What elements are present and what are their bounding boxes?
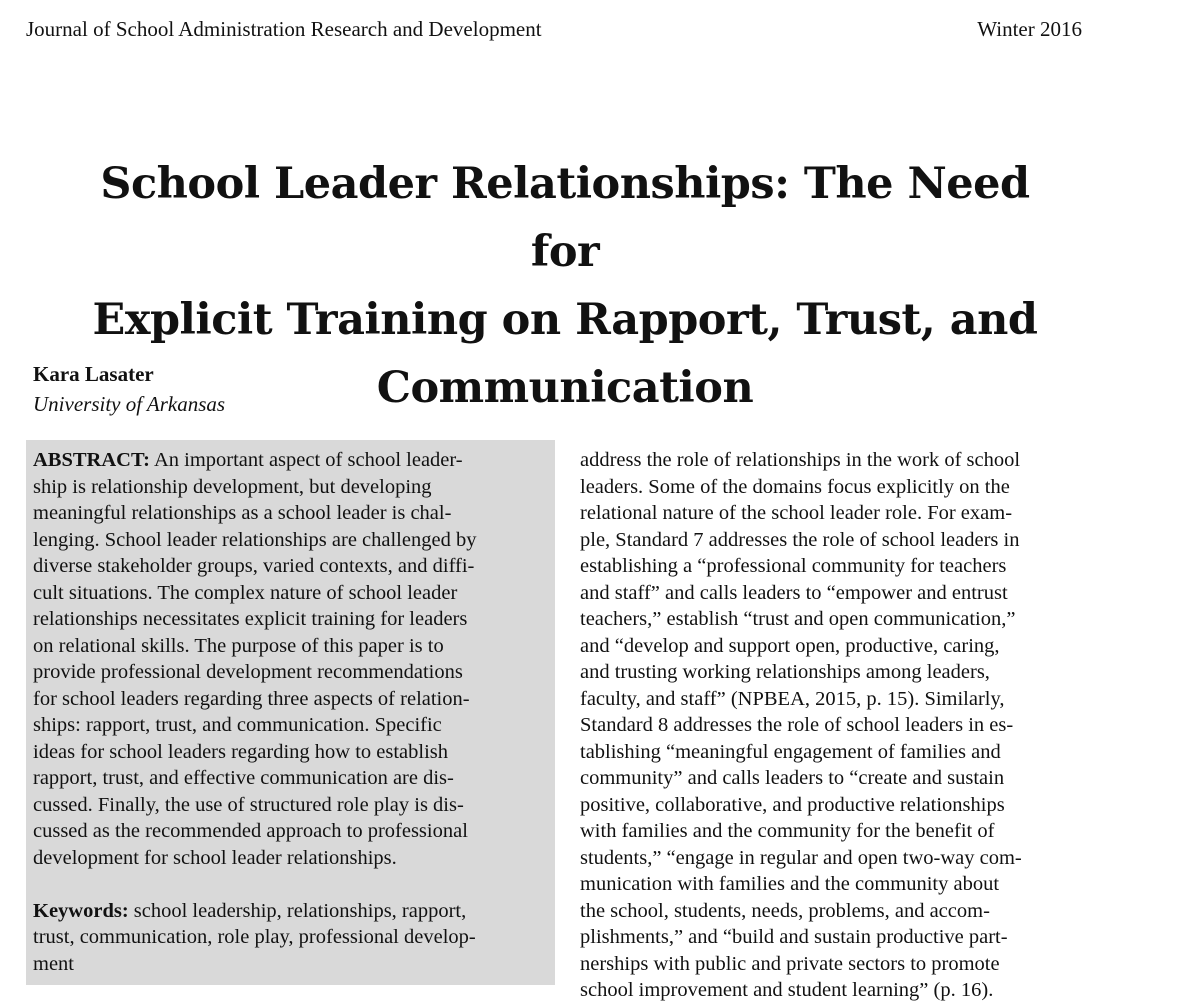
abstract-line: provide professional development recommendations: [33, 661, 463, 683]
body-line: the school, students, needs, problems, and accom-: [580, 899, 990, 922]
title-line-3: Communication: [376, 363, 754, 413]
body-line: community” and calls leaders to “create and sustain: [580, 767, 1005, 789]
body-line: address the role of relationships in the work of school: [580, 449, 1021, 471]
abstract-line: development for school leader relationships.: [33, 846, 397, 869]
abstract-line: ship is relationship development, but developing: [33, 475, 432, 498]
keywords-paragraph: [33, 898, 548, 978]
keywords-line: trust, communication, role play, professional develop-: [33, 926, 476, 948]
abstract-line: meaningful relationships as a school leader is chal-: [33, 502, 452, 524]
abstract-paragraph: [33, 447, 548, 871]
abstract-line: cult situations. The complex nature of school leader: [33, 581, 458, 604]
body-line: leaders. Some of the domains focus explicitly on the: [580, 475, 1010, 498]
body-line: and trusting working relationships among leaders,: [580, 661, 990, 683]
body-line: plishments,” and “build and sustain productive part-: [580, 926, 1008, 948]
abstract-line: cussed. Finally, the use of structured role play is dis-: [33, 793, 464, 816]
title-line-1: School Leader Relationships: The Need for: [100, 159, 1030, 277]
abstract-line: cussed as the recommended approach to professional: [33, 820, 468, 842]
abstract-line: diverse stakeholder groups, varied contexts, and diffi-: [33, 555, 475, 577]
keywords-line: ment: [33, 952, 74, 975]
abstract-line: for school leaders regarding three aspects of relation-: [33, 687, 470, 710]
title-line-2: Explicit Training on Rapport, Trust, and: [92, 295, 1038, 345]
keywords-label: Keywords:: [33, 899, 129, 922]
abstract-line: relationships necessitates explicit training for leaders: [33, 608, 468, 630]
author-name: Kara Lasater: [33, 362, 154, 386]
body-line: establishing a “professional community for teachers: [580, 555, 1007, 577]
body-line: students,” “engage in regular and open two-way com-: [580, 846, 1022, 869]
body-line: faculty, and staff” (NPBEA, 2015, p. 15). Similarly,: [580, 687, 1005, 710]
body-line: and staff” and calls leaders to “empower and entrust: [580, 581, 1008, 604]
abstract-line: [33, 447, 548, 474]
journal-name: Journal of School Administration Research and Development: [26, 17, 542, 41]
body-line: teachers,” establish “trust and open communication,”: [580, 608, 1016, 630]
running-header: [26, 14, 1082, 44]
body-line: munication with families and the community about: [580, 873, 1000, 895]
body-line: tablishing “meaningful engagement of families and: [580, 740, 1001, 763]
body-column-right: [580, 447, 1180, 1004]
body-line: school improvement and student learning” (p. 16).: [580, 979, 994, 1001]
abstract-line: ideas for school leaders regarding how to establish: [33, 740, 449, 763]
article-title: [60, 150, 1070, 422]
abstract-line: lenging. School leader relationships are challenged by: [33, 528, 477, 551]
body-line: with families and the community for the benefit of: [580, 820, 995, 842]
abstract-label: ABSTRACT:: [33, 449, 150, 471]
abstract-box: [26, 440, 555, 985]
body-line: relational nature of the school leader role. For exam-: [580, 502, 1013, 524]
abstract-line: on relational skills. The purpose of this paper is to: [33, 634, 444, 657]
body-line: ple, Standard 7 addresses the role of school leaders in: [580, 528, 1020, 551]
keywords-line: [33, 898, 548, 925]
author-affiliation: University of Arkansas: [33, 392, 226, 416]
body-line: Standard 8 addresses the role of school leaders in es-: [580, 714, 1014, 736]
keywords-line-1-text: school leadership, relationships, rapport,: [128, 899, 467, 922]
body-line: and “develop and support open, productive, caring,: [580, 634, 1000, 657]
abstract-line: rapport, trust, and effective communication are dis-: [33, 767, 454, 789]
body-line: nerships with public and private sectors to promote: [580, 952, 1000, 975]
body-paragraph: [580, 447, 1180, 1004]
abstract-line: ships: rapport, trust, and communication. Specific: [33, 714, 442, 736]
issue-date: Winter 2016: [977, 17, 1082, 41]
body-line: positive, collaborative, and productive relationships: [580, 793, 1005, 816]
abstract-line-1-text: An important aspect of school leader-: [149, 449, 463, 471]
